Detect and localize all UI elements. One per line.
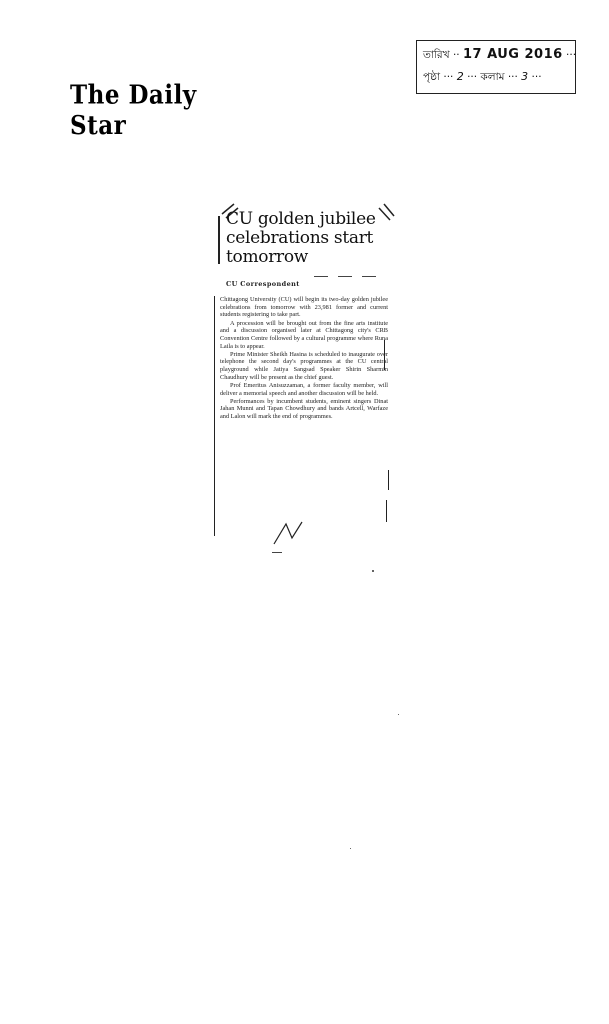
rule-dash [338,276,352,277]
stamp-page-value: 2 [456,70,464,83]
stamp-date-row: তারিখ ·· 17 AUG 2016 ··· [423,47,577,62]
clip-edge-line [214,296,215,536]
stamp-page-label: পৃষ্ঠা [423,71,441,83]
rule-dash [362,276,376,277]
rule-dash [272,552,282,553]
article-paragraph: Performances by incumbent students, eminent singers Dinat Jahan Munni and Tapan Chowdhury and bands Artcell, Warfaze and Lalon will mark the end of programmes. [220,397,388,421]
article-body [220,296,388,421]
clip-edge-line [388,470,389,490]
article-headline: CU golden jubilee celebrations start tomorrow [226,209,376,267]
rule-dash [314,276,328,277]
stamp-date-label: তারিখ [423,49,450,61]
article-paragraph: Prime Minister Sheikh Hasina is scheduled to inaugurate over telephone the second day's programmes at the CU central playground while Jatiya Sangsad Speaker Shirin Sharmin Chaudhury will be present as the chief guest. [220,350,388,381]
article-paragraph: Prof Emeritus Anisuzzaman, a former faculty member, will deliver a memorial speech and another discussion will be held. [220,381,388,397]
stamp-column-value: 3 [521,70,529,83]
clip-edge-line [218,216,220,264]
article-paragraph: A procession will be brought out from the fine arts institute and a discussion organised later at Chittagong city's CRB Convention Centre followed by a cultural programme where Runa Laila is to appear. [220,319,388,350]
pen-mark [272,520,312,550]
archive-date-stamp [416,40,576,94]
stamp-column-label: কলাম [480,71,505,83]
newspaper-clipping [214,200,392,550]
article-paragraph: Chittagong University (CU) will begin its two-day golden jubilee celebrations from tomorrow with 23,981 former and current students registering to take part. [220,296,388,319]
stamp-page-row: পৃষ্ঠা ··· 2 ··· কলাম ··· 3 ··· [423,70,542,83]
scan-speck [372,570,374,572]
clip-edge-line [386,500,387,522]
scan-speck [398,714,399,715]
newspaper-masthead: The Daily Star [70,80,197,141]
stamp-date-value: 17 AUG 2016 [462,47,563,62]
scan-speck [350,848,351,849]
article-byline: CU Correspondent [226,280,300,288]
